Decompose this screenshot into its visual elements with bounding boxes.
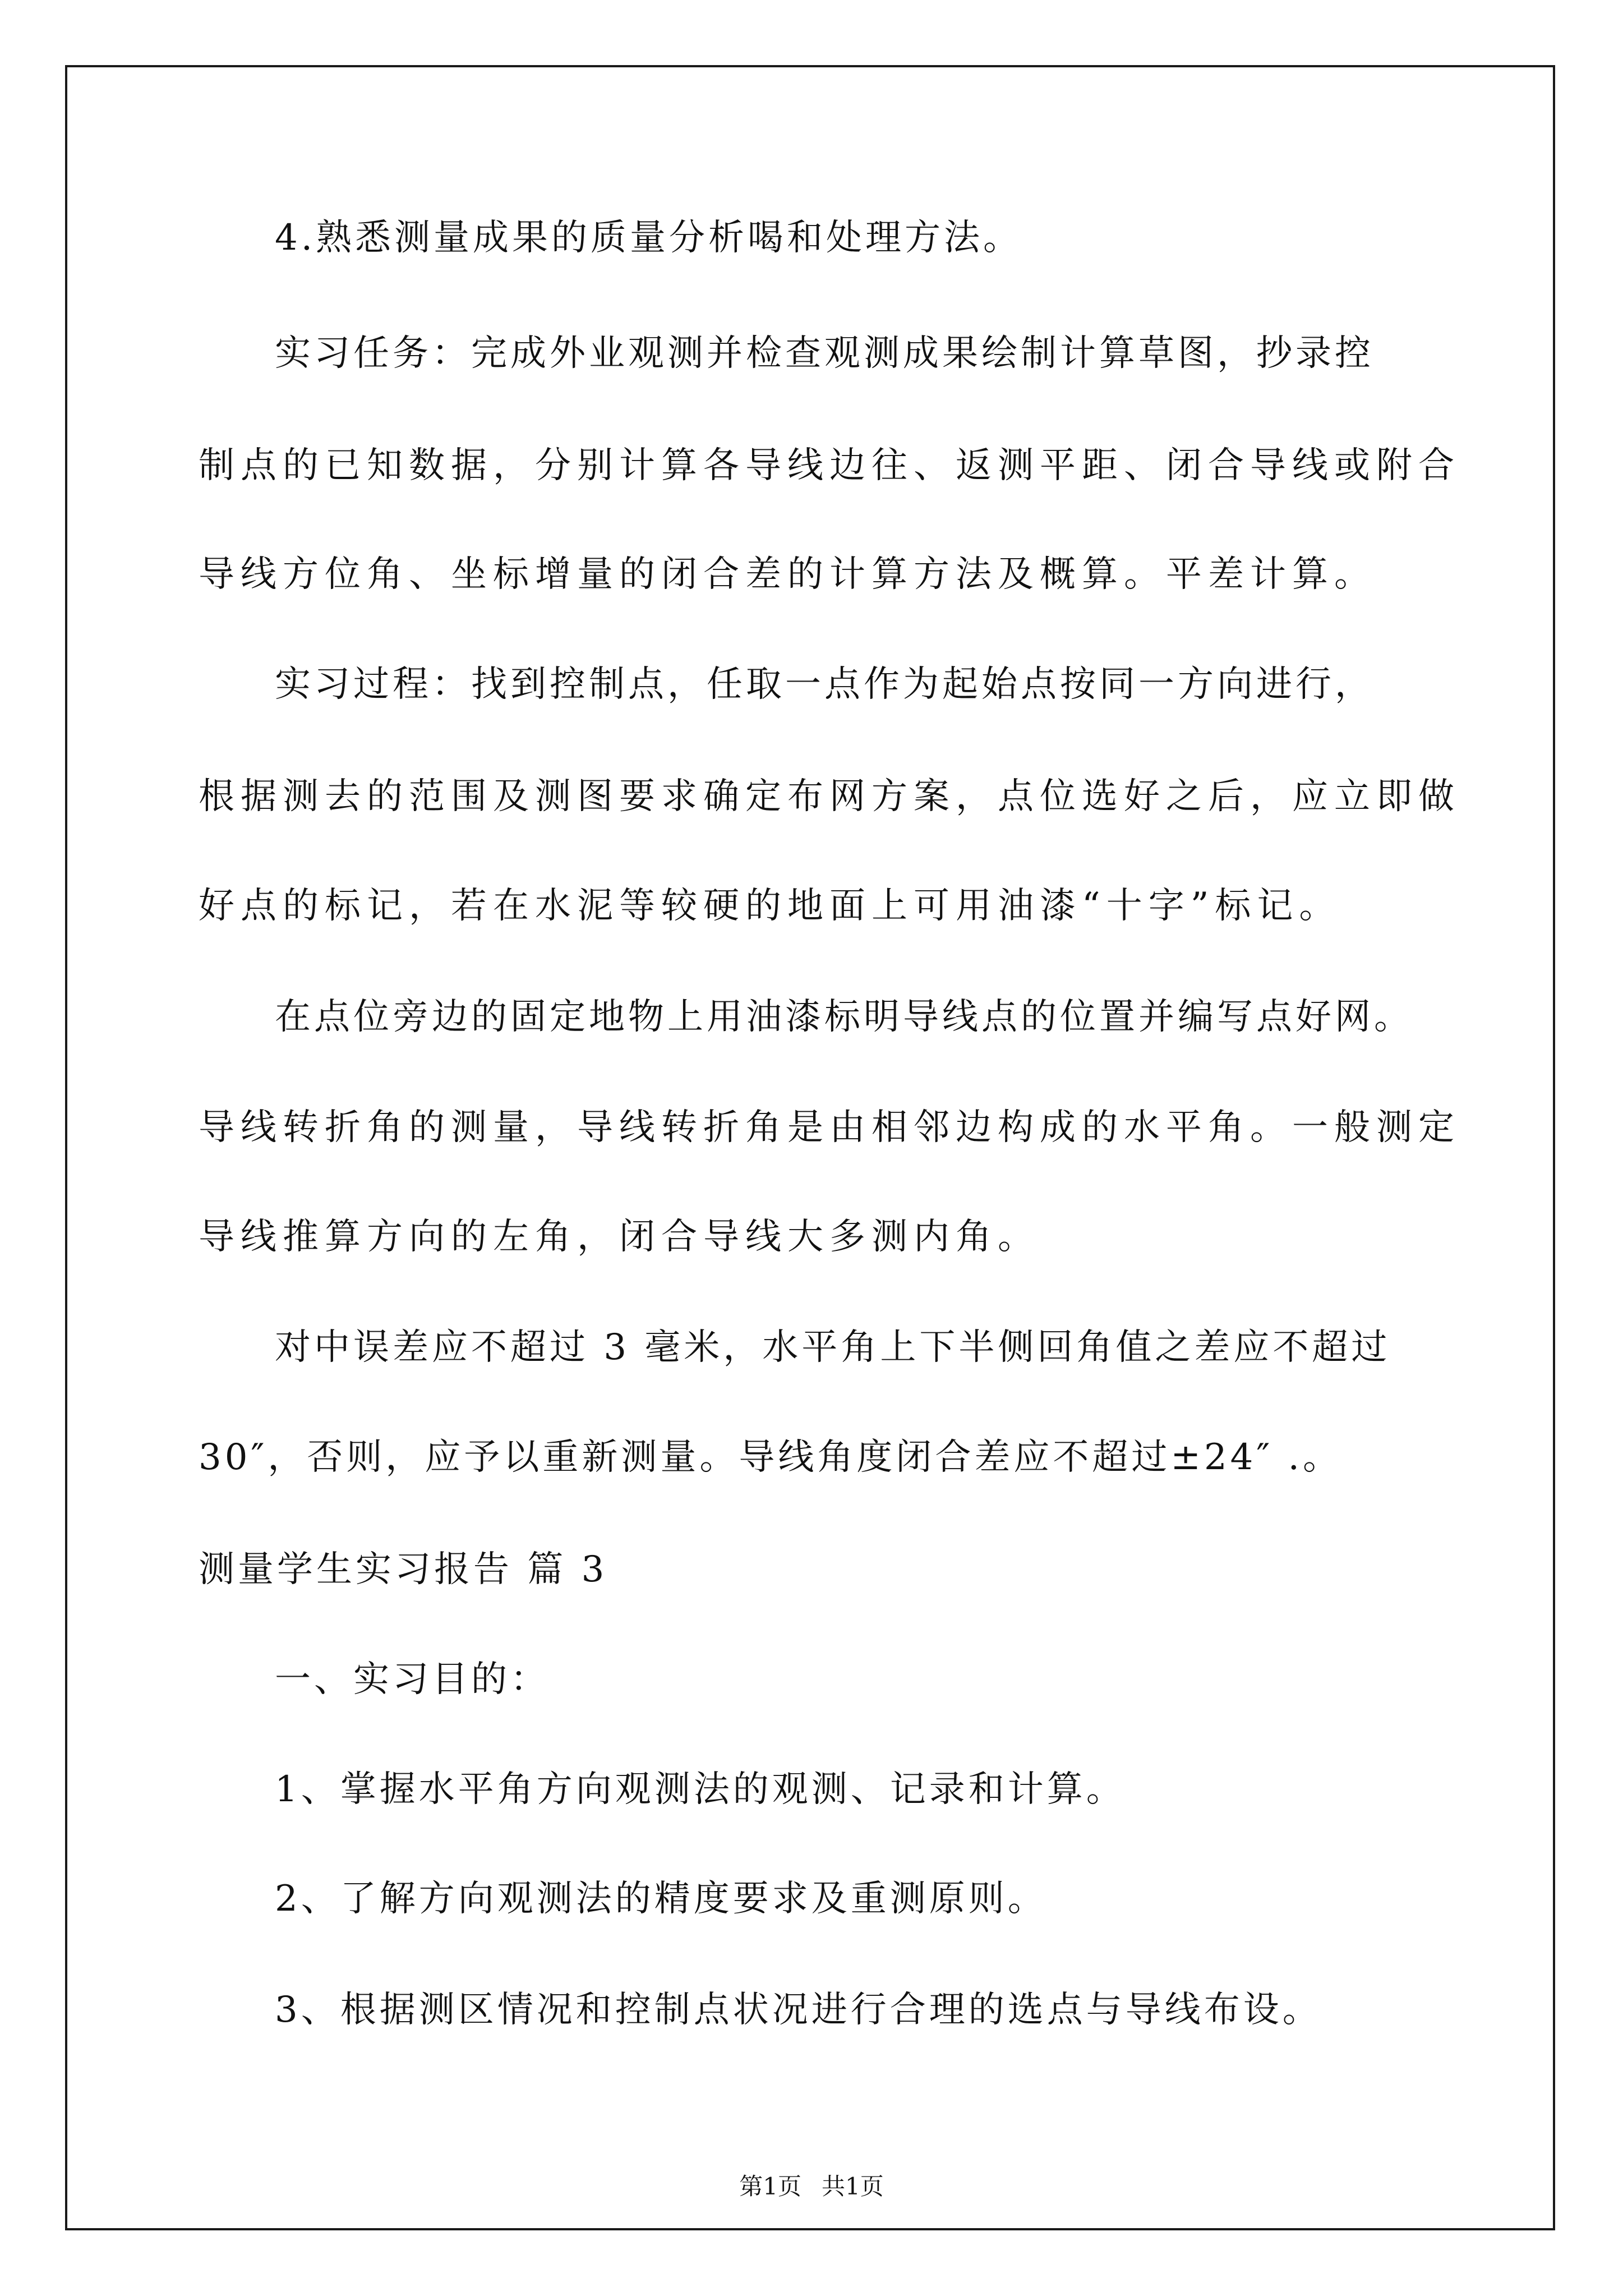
section-heading: 测量学生实习报告 篇 3	[199, 1549, 608, 1590]
text-line-6: 根据测去的范围及测图要求确定布网方案，点位选好之后，应立即做	[199, 776, 1460, 817]
page-footer	[0, 2171, 1623, 2202]
text-line-11: 对中误差应不超过 3 毫米，水平角上下半侧回角值之差应不超过	[275, 1327, 1391, 1368]
text-line-15: 1、掌握水平角方向观测法的观测、记录和计算。	[275, 1769, 1126, 1810]
page-number: 第1页	[739, 2173, 801, 2200]
text-line-9: 导线转折角的测量，导线转折角是由相邻边构成的水平角。一般测定	[199, 1107, 1460, 1148]
text-line-12: 30″，否则，应予以重新测量。导线角度闭合差应不超过±24″ .。	[199, 1437, 1342, 1478]
text-line-7: 好点的标记，若在水泥等较硬的地面上可用油漆“十字”标记。	[199, 885, 1341, 927]
text-line-5: 实习过程：找到控制点，任取一点作为起始点按同一方向进行，	[275, 664, 1374, 705]
text-line-14: 一、实习目的：	[275, 1659, 550, 1700]
text-line-16: 2、了解方向观测法的精度要求及重测原则。	[275, 1878, 1047, 1920]
text-line-4: 导线方位角、坐标增量的闭合差的计算方法及概算。平差计算。	[199, 554, 1376, 595]
page-total: 共1页	[822, 2173, 884, 2200]
text-line-8: 在点位旁边的固定地物上用油漆标明导线点的位置并编写点好网。	[275, 996, 1413, 1038]
text-line-17: 3、根据测区情况和控制点状况进行合理的选点与导线布设。	[275, 1989, 1322, 2031]
text-line-2: 实习任务：完成外业观测并检查观测成果绘制计算草图，抄录控	[275, 333, 1374, 374]
text-line-1: 4.熟悉测量成果的质量分析喝和处理方法。	[275, 217, 1023, 259]
text-line-3: 制点的已知数据，分别计算各导线边往、返测平距、闭合导线或附合	[199, 445, 1460, 486]
text-line-10: 导线推算方向的左角，闭合导线大多测内角。	[199, 1216, 1040, 1258]
